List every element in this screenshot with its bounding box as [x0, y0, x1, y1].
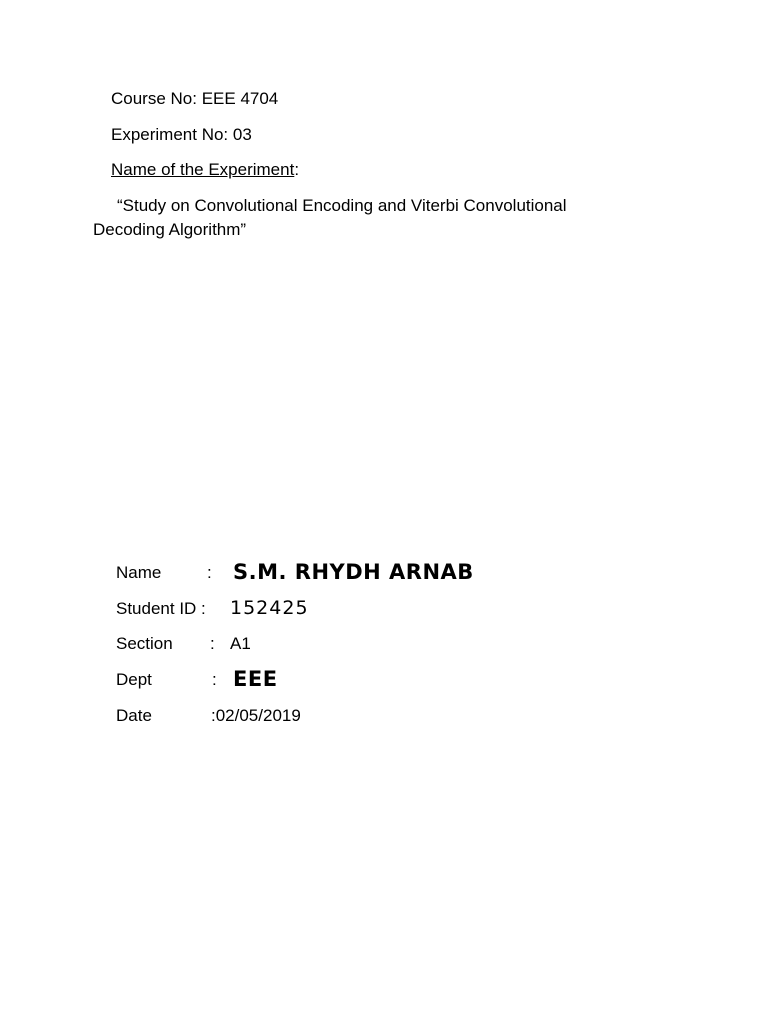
section-colon: : — [210, 634, 215, 653]
student-name-value: S.M. RHYDH ARNAB — [233, 560, 474, 584]
experiment-name-heading — [111, 160, 299, 180]
student-id-label: Student ID : — [116, 599, 206, 618]
section-value: A1 — [230, 634, 251, 653]
name-label: Name — [116, 563, 162, 582]
experiment-name-label: Name of the Experiment — [111, 160, 295, 179]
date-label: Date — [116, 706, 152, 725]
course-number: Course No: EEE 4704 — [111, 89, 279, 108]
student-id-value: 152425 — [230, 597, 309, 619]
experiment-title-line-1: “Study on Convolutional Encoding and Viterbi Convolutional — [117, 196, 567, 215]
name-colon: : — [207, 563, 212, 582]
experiment-title — [93, 194, 653, 242]
date-value: :02/05/2019 — [211, 706, 301, 725]
dept-colon: : — [212, 670, 217, 689]
experiment-name-colon: : — [294, 160, 300, 179]
section-label: Section — [116, 634, 173, 653]
experiment-title-line-2: Decoding Algorithm” — [93, 220, 247, 239]
dept-value: EEE — [233, 667, 278, 691]
experiment-number: Experiment No: 03 — [111, 125, 252, 144]
dept-label: Dept — [116, 670, 152, 689]
